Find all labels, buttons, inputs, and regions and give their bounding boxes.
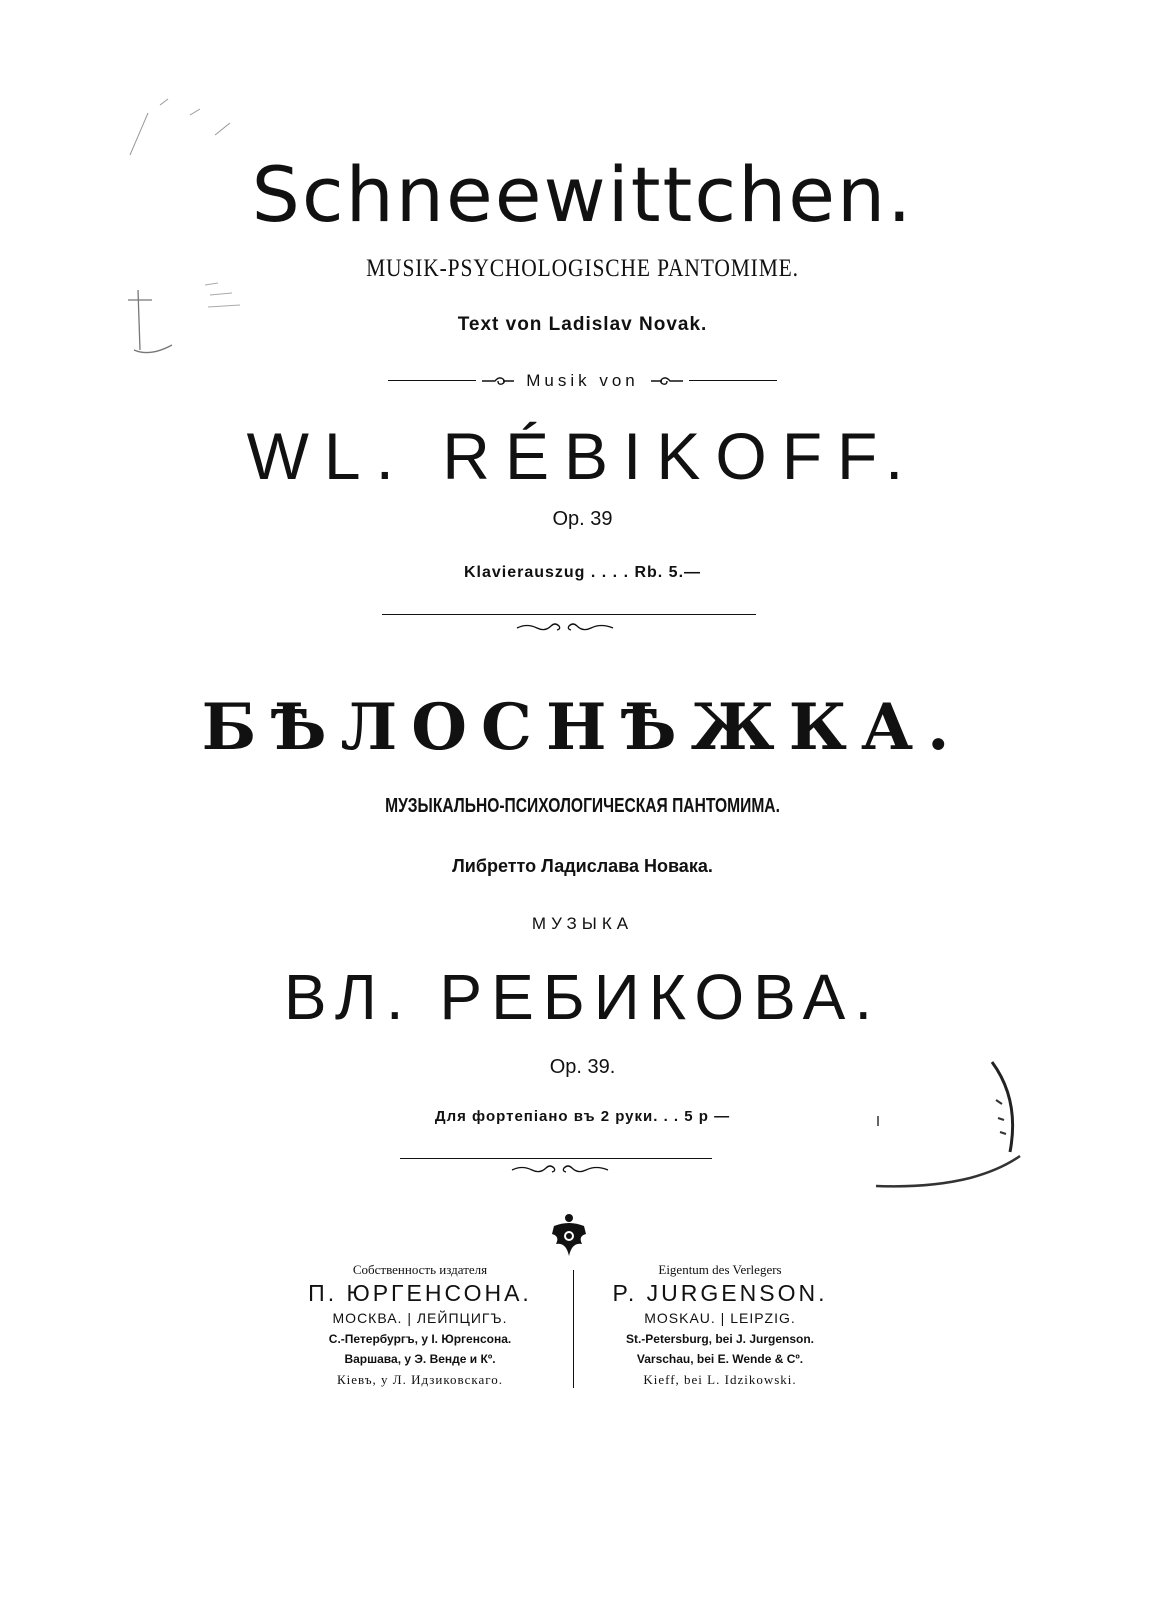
divider-middle: [382, 614, 756, 615]
scroll-ornament-icon: [515, 620, 615, 634]
rule-right: [689, 380, 777, 381]
german-title: Schneewittchen.: [251, 150, 914, 239]
publisher-ru-label: Собственность издателя: [352, 1262, 488, 1277]
russian-libretto-credit: Либретто Ладислава Новака.: [452, 856, 713, 876]
double-headed-eagle-icon: [548, 1212, 590, 1260]
russian-title: БѢЛОСНѢЖКА.: [201, 690, 964, 765]
publisher-ru-branch: Варшава, у Э. Венде и Кº.: [344, 1352, 496, 1366]
scroll-ornament-icon: [510, 1162, 610, 1176]
publisher-ru-cities: МОСКВА. | ЛЕЙПЦИГЪ.: [332, 1310, 508, 1326]
publisher-de-branch: St.-Petersburg, bei J. Jurgenson.: [625, 1332, 815, 1346]
publisher-de-branch: Varschau, bei E. Wende & Cº.: [636, 1352, 804, 1366]
publisher-de-branch: Kieff, bei L. Idzikowski.: [643, 1372, 797, 1387]
publisher-de-name: P. JURGENSON.: [612, 1280, 828, 1306]
library-stamp-fragment: [870, 1060, 1030, 1190]
publisher-ru-name: П. ЮРГЕНСОНА.: [308, 1280, 532, 1306]
music-by-row: [0, 370, 1165, 396]
publisher-ru-branch: С.-Петербургъ, у I. Юргенсона.: [328, 1332, 512, 1346]
publisher-de-label: Eigentum des Verlegers: [658, 1262, 782, 1277]
russian-composer: ВЛ. РЕБИКОВА.: [283, 961, 882, 1033]
publisher-ru-branch: Кіевъ, у Л. Идзиковскаго.: [336, 1372, 504, 1387]
russian-music-label: МУЗЫКА: [531, 914, 634, 933]
german-opus: Op. 39: [552, 508, 613, 530]
music-by-label: Musik von: [526, 370, 639, 390]
russian-subtitle: МУЗЫКАЛЬНО-ПСИХОЛОГИЧЕСКАЯ ПАНТОМИМА.: [385, 795, 780, 817]
rule-left: [388, 380, 476, 381]
publisher-russian: [270, 1262, 570, 1392]
german-composer: WL. RÉBIKOFF.: [246, 419, 919, 493]
publisher-separator: [573, 1270, 574, 1388]
german-subtitle: MUSIK-PSYCHOLOGISCHE PANTOMIME.: [366, 255, 799, 282]
publisher-de-cities: MOSKAU. | LEIPZIG.: [644, 1310, 796, 1326]
russian-opus: Op. 39.: [549, 1056, 616, 1078]
publisher-german: [580, 1262, 860, 1392]
divider-lower: [400, 1158, 712, 1159]
german-price: Klavierauszug . . . . Rb. 5.—: [463, 564, 702, 581]
scroll-ornament-icon: [650, 374, 684, 388]
russian-price: Для фортепіано въ 2 руки. . . 5 р —: [434, 1108, 731, 1125]
scroll-ornament-icon: [481, 374, 515, 388]
german-text-credit: Text von Ladislav Novak.: [457, 314, 708, 335]
